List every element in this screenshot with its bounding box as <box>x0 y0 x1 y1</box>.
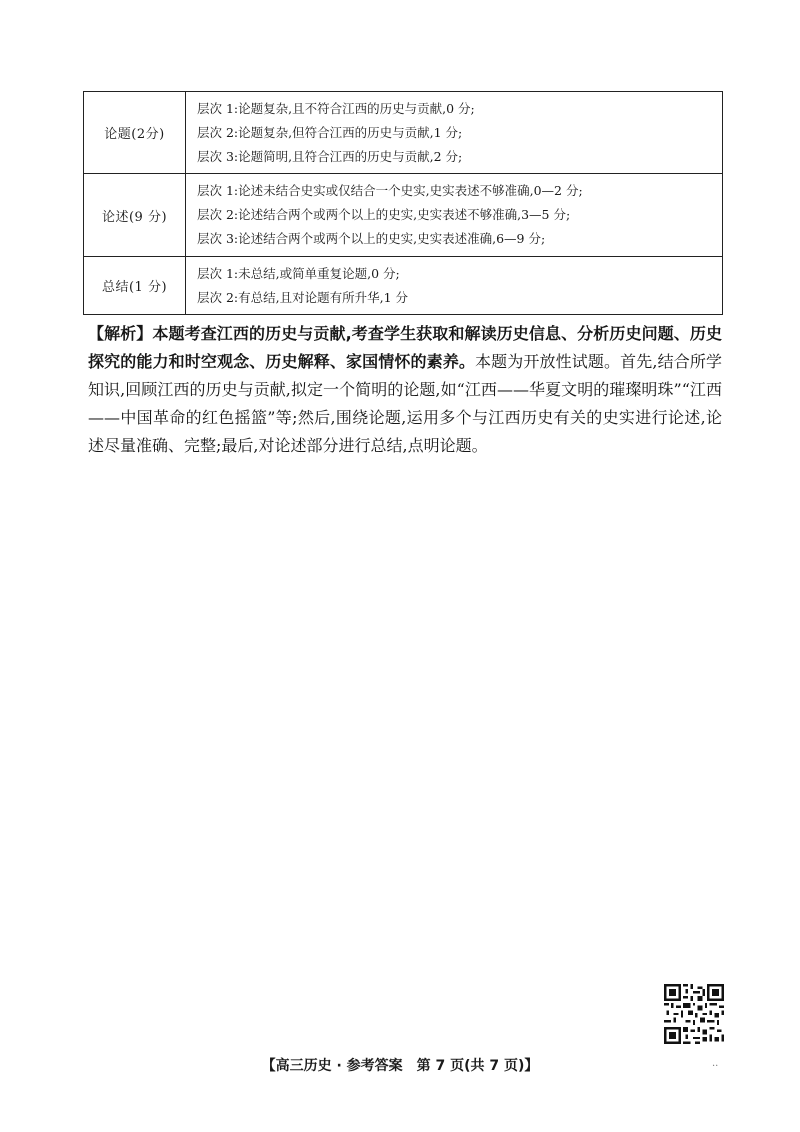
rubric-level: 层次 1:论题复杂,且不符合江西的历史与贡献,0 分; <box>197 100 475 116</box>
rubric-level: 层次 1:论述未结合史实或仅结合一个史实,史实表述不够准确,0—2 分; <box>197 183 583 198</box>
analysis-body: 本题为开放性试题。首先,结合所学知识,回顾江西的历史与贡献,拟定一个简明的论题,如“江西——华夏文明的璀璨明珠”“江西——中国革命的红色摇篮”等;然后,围绕论题,运用多个与江西历史有关的史实进行论述,论述尽量准确、完整;最后,对论述部分进行总结,点明论题。 <box>88 352 722 455</box>
rubric-level: 层次 1:未总结,或简单重复论题,0 分; <box>197 265 400 281</box>
rubric-levels <box>186 174 723 257</box>
analysis-lead: 【解析】本题考查江西的历史与贡献,考查学生获取和解读历史信息、分析历史问题、历史探究的能力和时空观念、历史解释、家国情怀的素养。 <box>88 324 722 371</box>
scan-mark: .. <box>712 1058 719 1069</box>
rubric-levels <box>186 257 723 315</box>
rubric-level: 层次 3:论述结合两个或两个以上的史实,史实表述准确,6—9 分; <box>197 231 546 246</box>
rubric-row-thesis <box>84 92 723 174</box>
rubric-level: 层次 2:论述结合两个或两个以上的史实,史实表述不够准确,3—5 分; <box>197 207 571 222</box>
rubric-level: 层次 2:有总结,且对论题有所升华,1 分 <box>197 289 409 305</box>
rubric-level: 层次 2:论题复杂,但符合江西的历史与贡献,1 分; <box>197 124 463 140</box>
rubric-category: 论题(2分) <box>84 92 186 174</box>
rubric-levels <box>186 92 723 174</box>
rubric-row-argument <box>84 174 723 257</box>
page-footer: 【高三历史 · 参考答案 第 7 页(共 7 页)】 <box>261 1058 539 1074</box>
analysis-paragraph <box>88 320 722 460</box>
scoring-rubric-table <box>83 91 723 315</box>
rubric-category: 总结(1 分) <box>84 257 186 315</box>
rubric-level: 层次 3:论题简明,且符合江西的历史与贡献,2 分; <box>197 148 463 164</box>
rubric-category: 论述(9 分) <box>84 174 186 257</box>
rubric-row-conclusion <box>84 257 723 315</box>
qr-code-icon <box>664 984 724 1044</box>
